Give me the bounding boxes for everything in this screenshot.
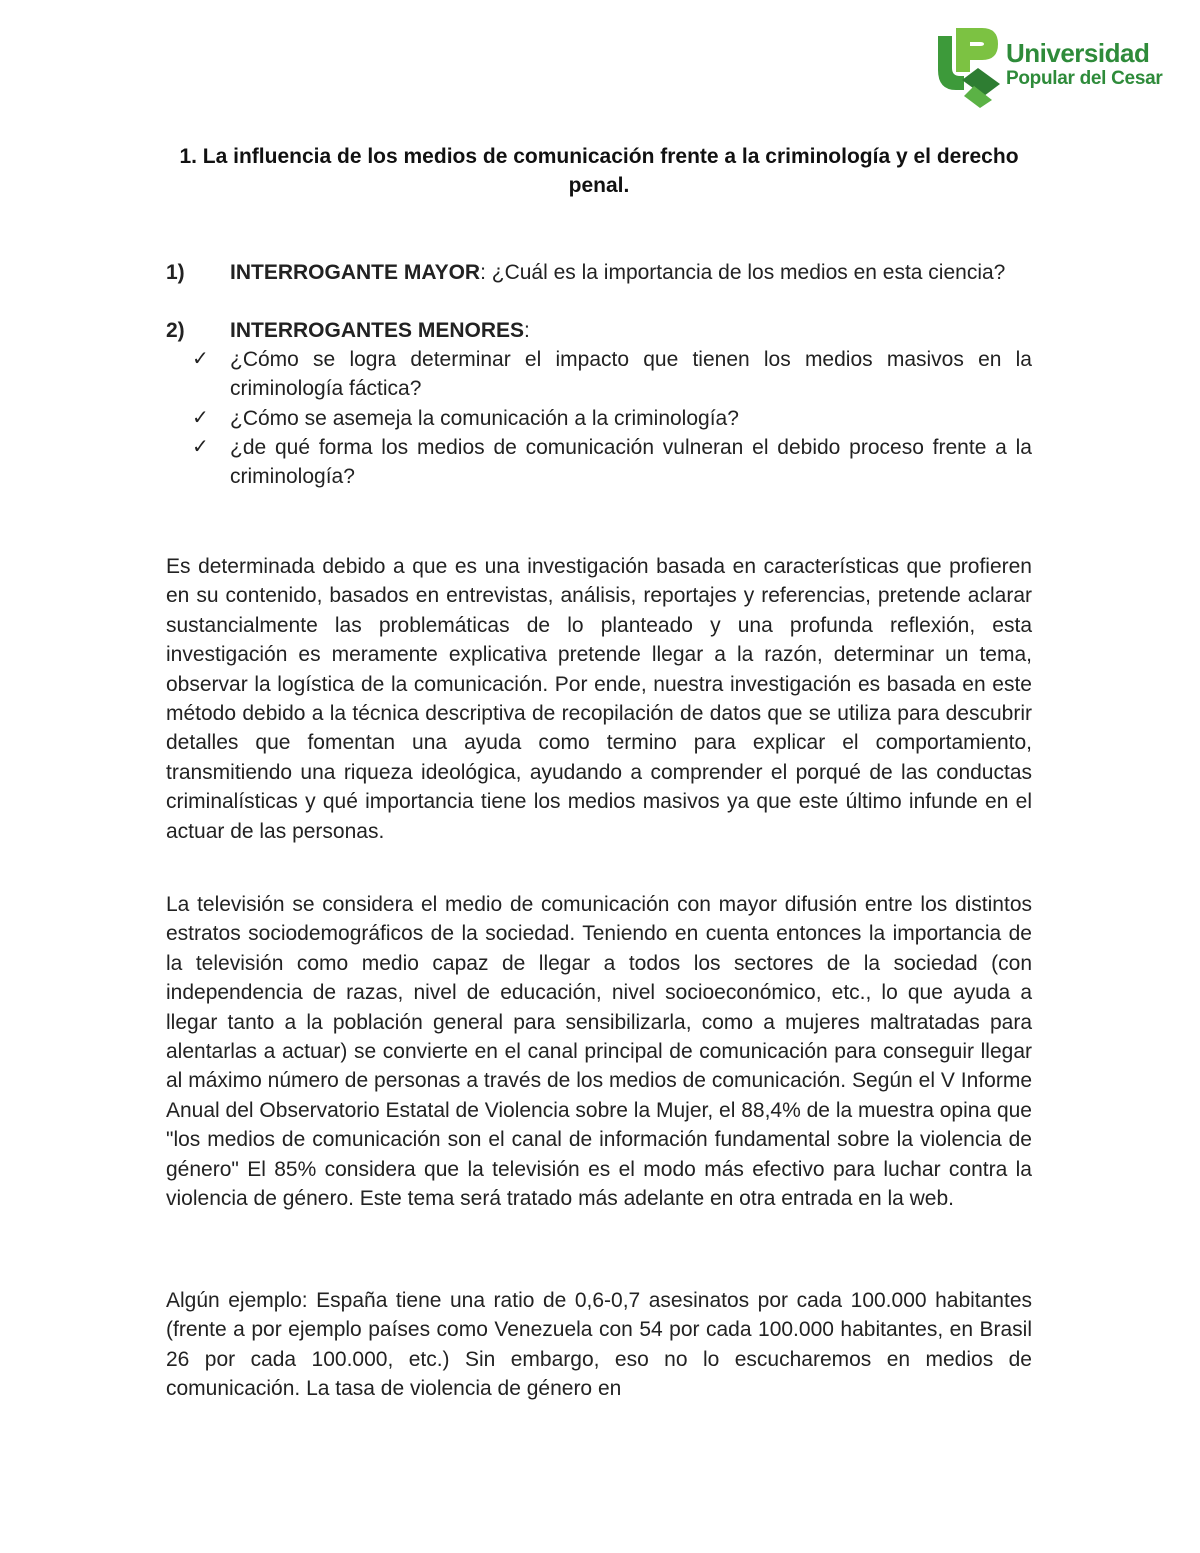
minor-question-item-text: ¿de qué forma los medios de comunicación vulneran el debido proceso frente a la criminología?	[230, 436, 1032, 488]
university-name-line1: Universidad	[1006, 38, 1150, 68]
paragraph-methodology: Es determinada debido a que es una investigación basada en características que profieren en su contenido, basados en entrevistas, análisis, reportajes y referencias, pretende aclarar sustancialmente las problemáticas de lo planteado y una profunda reflexión, esta investigación es meramente explicativa pretende llegar a la razón, determinar un tema, observar la logística de la comunicación. Por ende, nuestra investigación es basada en este método debido a la técnica descriptiva de recopilación de datos que se utiliza para descubrir detalles que fomentan una ayuda como termino para explicar el comportamiento, transmitiendo una riqueza ideológica, ayudando a comprender el porqué de las conductas criminalísticas y qué importancia tiene los medios masivos ya que este último infunde en el actuar de las personas.	[166, 555, 1032, 843]
paragraph-example: Algún ejemplo: España tiene una ratio de 0,6-0,7 asesinatos por cada 100.000 habitantes (frente a por ejemplo países como Venezuela con 54 por cada 100.000 habitantes, en Brasil 26 por cada 100.000, etc.) Sin embargo, eso no lo escucharemos en medios de comunicación. La tasa de violencia de género en	[166, 1289, 1032, 1401]
minor-question-item	[166, 433, 1032, 491]
university-name-line2: Popular del Cesar	[1006, 68, 1163, 89]
minor-question-text: :	[524, 319, 530, 342]
document-title: 1. La influencia de los medios de comunicación frente a la criminología y el derecho penal.	[179, 145, 1019, 197]
checkmark-icon: ✓	[192, 407, 209, 429]
minor-question-label: INTERROGANTES MENORES	[230, 319, 525, 342]
major-question-text: : ¿Cuál es la importancia de los medios en esta ciencia?	[480, 261, 1006, 284]
minor-question-item-text: ¿Cómo se asemeja la comunicación a la criminología?	[230, 407, 739, 430]
minor-questions-heading	[166, 316, 1032, 345]
paragraph-television: La televisión se considera el medio de comunicación con mayor difusión entre los distintos estratos sociodemográficos de la sociedad. Teniendo en cuenta entonces la importancia de la televisión como medio capaz de llegar a todos los sectores de la sociedad (con independencia de razas, nivel de educación, nivel socioeconómico, etc., lo que ayuda a llegar tanto a la población general para sensibilizarla, como a mujeres maltratadas para alentarlas a actuar) se convierte en el canal principal de comunicación para conseguir llegar al máximo número de personas a través de los medios de comunicación. Según el V Informe Anual del Observatorio Estatal de Violencia sobre la Mujer, el 88,4% de la muestra opina que "los medios de comunicación son el canal de información fundamental sobre la violencia de género" El 85% considera que la televisión es el modo más efectivo para luchar contra la violencia de género. Este tema será tratado más adelante en otra entrada en la web.	[166, 893, 1032, 1211]
university-name	[1006, 40, 1162, 88]
checkmark-icon: ✓	[192, 348, 209, 370]
checkmark-icon: ✓	[192, 436, 209, 458]
minor-question-number: 2)	[166, 319, 185, 342]
university-logo-icon	[934, 24, 1004, 110]
university-logo	[934, 24, 1164, 110]
minor-question-item	[166, 404, 1032, 433]
major-question-number: 1)	[166, 261, 185, 284]
minor-question-item-text: ¿Cómo se logra determinar el impacto que tienen los medios masivos en la criminología fáctica?	[230, 348, 1032, 400]
minor-question-item	[166, 345, 1032, 403]
major-question-label: INTERROGANTE MAYOR	[230, 261, 481, 284]
major-question	[166, 258, 1032, 287]
